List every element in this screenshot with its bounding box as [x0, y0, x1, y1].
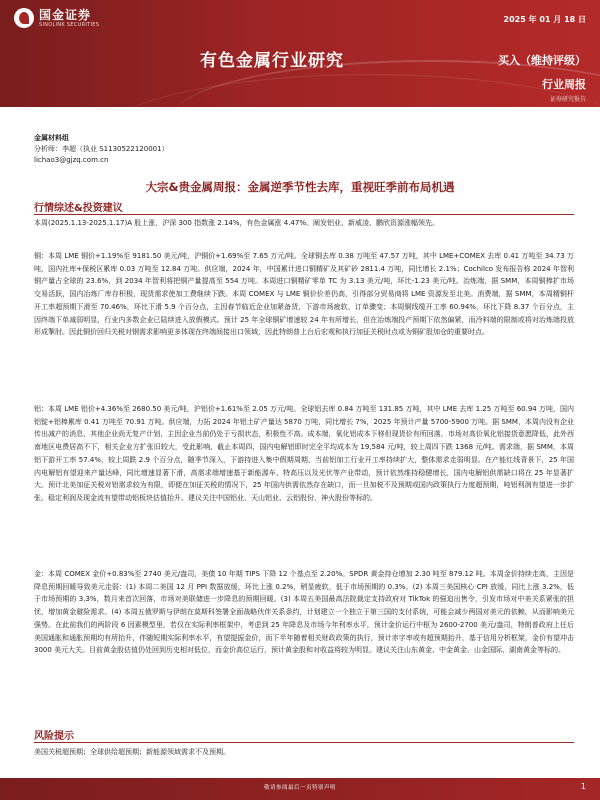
team-name: 金属材料组	[34, 134, 69, 142]
page-footer	[0, 778, 600, 800]
section-title-risk: 风险提示	[34, 731, 74, 742]
report-type: 行业周报	[542, 78, 586, 91]
logo-name-en: SINOLINK SECURITIES	[39, 21, 100, 28]
analyst-email: lichao3@gjzq.com.cn	[34, 156, 109, 164]
paragraph-copper: 铜：本周 LME 铜价+1.19%至 9181.50 美元/吨，沪铜价+1.69%至 7.65 万元/吨。全球铜去库 0.38 万吨至 47.57 万吨，其中 LME+COMEX 去库 0.41 万吨至 34.73 万吨，国内社库+保税区累库 0.03 万吨至 12.84 万吨。供应端，2024 年，中国累计进口铜精矿及其矿砂 2811.4 万吨，同比增长 2.1%；Cochilco 发布报告称 2024 年智利铜产量占全球的 23.6%，到 2034 年智利将把铜产量提高至 554 万吨。本周进口铜精矿零单 TC 为 3.13 美元/吨，环比-1.23 美元/吨。冶炼端，据 SMM，本周铜棒扩市场交易活跃，国内冶炼厂库存积极，现货需求使加工费继续下跌。本周 COMEX 与 LME 铜价价差仍高，引得部分贸易商将 LME 资源发至北美。消费端，据 SMM，本周精铜杆开工率超预期下滑至 70.46%，环比下滑 5.9 个百分点，主因春节临近企业加紧备货，下游市场疲软，订单骤变；本周铜线缆开工率 60.94%，环比下降 8.37 个百分点，主因终端下单减弱明显，行业内多数企业已陆续进入放假模式。预计 25 年全球铜矿增速较 24 年有所增长，但在冶炼端投产预期下依然偏紧，而冷料端的限制或将对冶炼端投放形成掣肘。因此铜价回归关税对钢需求影响更多体现在终端间接出口领域，因此特朗普上台后宏观和执行加征关税时点或为铜矿股加仓的重要时点。	[34, 252, 574, 337]
section-title-summary: 行情综述&投资建议	[34, 203, 123, 214]
footer-disclaimer: 敬请参阅最后一页特别声明	[263, 785, 336, 791]
paragraph-risk: 美国关税超预期；全球供给超预期；新能源领域需求不及预期。	[34, 748, 230, 756]
report-subtype: 证券研究报告	[549, 96, 586, 103]
rating-badge: 买入（维持评级）	[498, 54, 586, 67]
report-date: 2025 年 01 月 18 日	[503, 15, 586, 24]
industry-title: 有色金属行业研究	[200, 51, 344, 71]
section-divider	[34, 214, 574, 215]
logo-name-cn: 国金证券	[39, 7, 92, 22]
report-title: 大宗&贵金属周报：金属逆季节性去库，重视旺季前布局机遇	[145, 180, 455, 194]
section-divider	[34, 742, 574, 743]
logo-icon	[14, 8, 34, 28]
paragraph-intro: 本周(2025.1.13-2025.1.17)A 股上涨，沪深 300 指数涨 2.14%，有色金属涨 4.47%。阐发铝业、新威凌、鹏欣资源涨幅领先。	[34, 219, 439, 227]
analyst-info	[34, 133, 169, 166]
paragraph-aluminum: 铝：本周 LME 铝价+4.36%至 2680.50 美元/吨，沪铝价+1.61%至 2.05 万元/吨。全球铝去库 0.84 万吨至 131.85 万吨，其中 LME 去库 1.25 万吨至 60.94 万吨，国内铝锭+铝棒累库 0.41 万吨至 70.91 万吨。供应端，力拓 2024 年铝土矿产量达 5870 万吨，同比增长 7%，2025 年预计产量 5700-5900 万吨。据 SMM，本周内没有企业传出减产的消息，其他企业尚无复产计划，主因企业当前仍处于亏损状态，积极性不高。成本端，氧化铝成本下移但现货价有所回落，市场对高价氧化铝接货意愿降低，此外西南地区电费居高不下，相关企业方扩张旧较大，受此影响，截止本周四，国内电解铝即时完全平均成本为 19,584 元/吨，较上周四下跌 1368 元/吨。需求端，据 SMM，本周铝下游开工率 57.4%，较上周跌 2.9 个百分点，随季节深入，下游持进入集中假期周期，当前铝加工行业开工率持续扩大，整体需求走弱明显。在产能红线背景下，25 年国内电解铝有望迎来产量达峰，同比增速显著下滑，高需求端增速基于新能源车、特高压以及光伏等产业带动，预计依然维持稳健增长，国内电解铝供需缺口将在 25 年显著扩大。预计北美加征关税对铝需求较为有限，即便在加征关税的情况下，25 年国内供需依然存在缺口，而一旦加税不及预期或国内政策执行力度超预期，吨铝利润有望进一步扩张。稳定利润及现金流有望带动铝板块估值抬升。建议关注中国铝业、天山铝业、云铝股份、神火股份等标的。	[34, 405, 574, 502]
page-number: 1	[580, 782, 586, 791]
company-logo	[14, 8, 99, 28]
report-header-banner	[0, 0, 600, 107]
paragraph-gold: 金：本周 COMEX 金价+0.83%至 2740 美元/盎司，美债 10 年期 TIPS 下降 12 个基点至 2.20%。SPDR 黄金持仓增加 2.30 吨至 879.12 吨。本周金价持续走高，主因是降息预期回暖导致美元走弱：(1) 本周二美国 12 月 PPI 数据放缓，环比上涨 0.2%，稍显疲软，低于市场预期的 0.3%。(2) 本周三美国核心 CPI 放缓，同比上涨 3.2%，低于市场预期的 3.3%，数月来首次回落，市场对美联储进一步降息的预期回暖。(3) 本周五美国最高法院裁定支持政府对 TikTok 的强迫出售令，引发市场对中美关系紧张的担忧，增加黄金避险需求。(4) 本周五俄罗斯与伊朗在莫斯科签署全面战略伙伴关系条约，计划建立一个独立于第三国的支付系统，可能会减少两国对美元的依赖，从而影响美元强势。在此前我们的两阶段 6 因素模型里，若仅在实际利率框架中，考虑到 25 年降息及市场今年利率水平，预计金价运行中枢为 2600-2700 美元/盎司，特朗普政府上任后美国通胀和通胀预期均有所抬升，伴随短期实际利率水平，有望提振金价，而下半年随着相关财政政策的执行，预计赤字率或有超预期抬升，基于信用分析框架，金价有望冲击 3000 美元大关。目前黄金股估值仍处回到历史相对低位，而金价高位运行，预计黄金股和对收益将较为明显。建议关注山东黄金、中金黄金、山金国际、湖南黄金等标的。	[34, 570, 574, 655]
analyst-name: 分析师：李超（执业 S1130522120001）	[34, 145, 169, 153]
